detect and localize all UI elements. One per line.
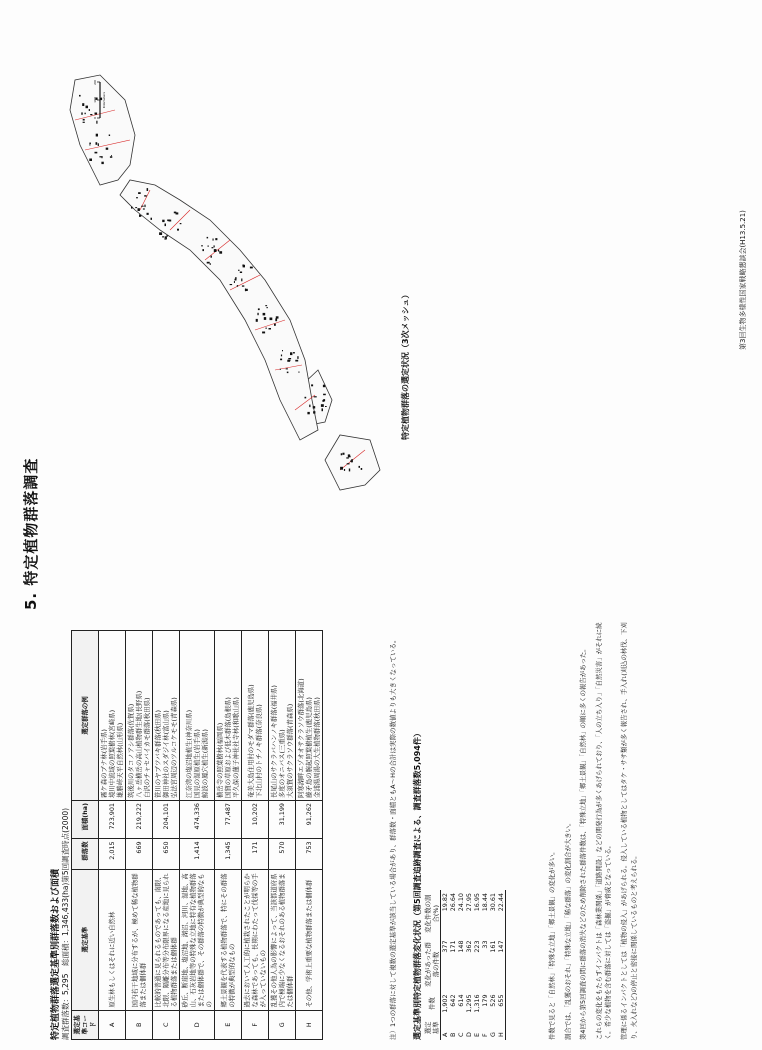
- community-mesh-dot: [323, 399, 325, 401]
- community-mesh-dot: [348, 454, 350, 457]
- community-mesh-dot: [235, 277, 237, 279]
- community-mesh-dot: [106, 148, 109, 150]
- community-mesh-dot: [89, 143, 91, 144]
- changed-count: 33: [481, 940, 489, 949]
- survey-count: 179: [481, 994, 489, 1007]
- community-mesh-dot: [267, 307, 268, 308]
- criterion-code: E: [473, 1032, 481, 1037]
- example-communities: [153, 631, 180, 801]
- table-row: [99, 631, 126, 1040]
- example-item: 八ヶ岳横岳の高山植物群生地(長野県): [135, 690, 143, 798]
- change-ratio: 26.64: [449, 893, 457, 912]
- criterion-text: 砂丘、断崖地、塩沼地、湖沼、河川、湿地、高山、石灰岩地等の特殊な立地に特有な植物群落または個体群で、その群落の特徴が典型的なもの: [180, 869, 215, 1010]
- community-mesh-dot: [280, 369, 281, 370]
- criterion-text: 過去において人工的に植栽されたことが明らかな森林であっても、長期にわたって伐採等の手が入っていないもの: [242, 869, 269, 1010]
- table1-subtitle: 調査群落数：5,295 総面積：1,346,433(ha)第5回調査時点(2000): [61, 807, 70, 1040]
- community-mesh-dot: [140, 215, 141, 217]
- community-mesh-dot: [314, 396, 317, 397]
- change-ratio: 30.61: [489, 893, 497, 912]
- community-mesh-dot: [101, 162, 103, 164]
- community-mesh-dot: [96, 134, 98, 137]
- changed-count: 362: [465, 940, 473, 953]
- community-mesh-dot: [286, 368, 288, 369]
- community-mesh-dot: [174, 212, 177, 214]
- community-mesh-dot: [83, 119, 85, 121]
- community-mesh-dot: [89, 159, 92, 162]
- community-mesh-dot: [144, 195, 147, 196]
- community-mesh-dot: [293, 352, 295, 354]
- community-mesh-dot: [264, 317, 266, 320]
- scale-label: 0: [93, 117, 97, 119]
- map-scale-bar: [90, 80, 110, 120]
- changed-count: 171: [449, 940, 457, 953]
- community-mesh-dot: [110, 156, 112, 158]
- table-row: [449, 890, 457, 1040]
- community-mesh-dot: [98, 143, 99, 146]
- community-mesh-dot: [83, 122, 85, 123]
- community-mesh-dot: [321, 404, 324, 407]
- change-ratio: 22.44: [497, 890, 506, 937]
- community-mesh-dot: [139, 214, 140, 217]
- survey-count: 1,295: [465, 994, 473, 1013]
- example-communities: [215, 631, 242, 801]
- community-mesh-dot: [109, 135, 110, 137]
- community-mesh-dot: [305, 397, 307, 399]
- example-communities: [99, 631, 126, 801]
- community-mesh-dot: [210, 263, 211, 265]
- community-mesh-dot: [361, 468, 363, 470]
- note-line: これらの変化をもたらすインパクトは「森林業関係」「道路開設」などの開発行為が多くあげられており、「人の立ち入り」「自然災害」がそれに続く。希少な植物を含む群落に対しては「盗掘」が脅威となっている。: [594, 622, 613, 1040]
- community-mesh-dot: [349, 469, 350, 472]
- example-item: 境川中流域の照葉樹林(宮崎県): [108, 709, 116, 798]
- community-count: 570: [269, 839, 296, 869]
- community-mesh-dot: [138, 208, 140, 211]
- community-mesh-dot: [177, 229, 179, 231]
- community-count: 1,345: [215, 839, 242, 869]
- community-mesh-dot: [237, 285, 238, 287]
- criteria-table-header: [72, 631, 99, 1040]
- example-item: 霧ケ森のブナ林(岩手県): [100, 729, 108, 798]
- community-mesh-dot: [79, 95, 81, 97]
- community-mesh-dot: [322, 408, 324, 411]
- community-mesh-dot: [141, 206, 144, 207]
- community-mesh-dot: [298, 372, 299, 373]
- community-mesh-dot: [235, 279, 237, 281]
- map-caption: 特定植物群落の選定状況（3次メッシュ）: [401, 290, 410, 440]
- table-row: [457, 890, 465, 1040]
- survey-count: 614: [457, 994, 465, 1007]
- community-mesh-dot: [144, 205, 145, 208]
- changed-count: 148: [457, 940, 465, 953]
- community-mesh-dot: [138, 192, 141, 194]
- community-mesh-dot: [297, 356, 298, 359]
- community-count: 753: [296, 839, 323, 869]
- table-row: [269, 631, 296, 1040]
- community-mesh-dot: [180, 223, 182, 224]
- community-count: 650: [153, 839, 180, 869]
- community-mesh-dot: [202, 249, 204, 251]
- community-mesh-dot: [241, 279, 242, 282]
- community-mesh-dot: [147, 213, 149, 215]
- criterion-text: その他、学術上重要な植物群落または個体群: [296, 869, 323, 1010]
- section-title: 5. 特定植物群落調査: [22, 457, 40, 610]
- community-mesh-dot: [351, 460, 353, 462]
- note-line: 管理に係るインパクトとしては「植物の侵入」があげられる。侵入している植物としてはタケ・ササ類が多く報告され、手入れ(刈込の林伐、下刈り、火入れなど)の停止と密接に関係しているものと考えられる。: [620, 622, 638, 1040]
- criterion-code: H: [296, 1010, 323, 1039]
- community-mesh-dot: [263, 313, 266, 316]
- community-mesh-dot: [281, 355, 282, 357]
- table-row: [180, 631, 215, 1040]
- community-mesh-dot: [344, 469, 345, 471]
- change-table: [424, 890, 506, 1040]
- table-row: [296, 631, 323, 1040]
- community-mesh-dot: [265, 305, 267, 306]
- community-mesh-dot: [323, 394, 326, 396]
- header-count: 群落数: [72, 839, 99, 869]
- criterion-text: 郷土景観を代表する植物群落で、特にその群落の特徴が典型的なもの: [215, 869, 242, 1010]
- table1-title: 特定植物群落選定基準別群落数および面積: [51, 868, 61, 1040]
- example-item: 長尾山のサクラバハンノキ群落(福井県): [270, 685, 278, 798]
- community-mesh-dot: [256, 319, 258, 322]
- scale-unit: Kilometers: [102, 91, 106, 109]
- japan-distribution-map: [40, 60, 400, 530]
- header-area: 面積(ha): [72, 801, 99, 839]
- criterion-text: 乱獲その他人為の影響によって、当該都道府県内で極端に少なくなるおそれのある植物群落または個体群: [269, 869, 296, 1010]
- scale-label: 100: [93, 97, 97, 103]
- community-mesh-dot: [151, 218, 153, 220]
- community-mesh-dot: [245, 289, 248, 291]
- community-mesh-dot: [295, 360, 298, 362]
- community-mesh-dot: [266, 327, 267, 329]
- table-row: [497, 890, 506, 1040]
- criterion-text: 比較的普通に見られるものであっても、南限、北限、隔離分布等分布限界になる産地に見られる植物群落または個体群: [153, 869, 180, 1010]
- scale-label: 200: [93, 80, 97, 85]
- header-examples: 選定群落の例: [72, 631, 99, 801]
- community-mesh-dot: [242, 265, 244, 267]
- table-row: [465, 890, 473, 1040]
- community-mesh-dot: [169, 220, 172, 222]
- community-mesh-dot: [287, 360, 290, 362]
- analysis-notes: [548, 620, 645, 1040]
- survey-count: 1,902: [441, 994, 449, 1013]
- community-mesh-dot: [208, 246, 209, 247]
- community-mesh-dot: [359, 466, 361, 468]
- changed-count: 377: [441, 940, 449, 953]
- community-mesh-dot: [101, 156, 102, 158]
- example-communities: [296, 631, 323, 801]
- example-item: 大須賀のサクラソウ群落(青森県): [286, 703, 294, 798]
- header-count: 件数: [424, 991, 441, 1015]
- community-mesh-dot: [207, 262, 210, 264]
- community-mesh-dot: [111, 155, 112, 156]
- change-table-body: [441, 890, 506, 1040]
- example-communities: [269, 631, 296, 801]
- table-row: [215, 631, 242, 1040]
- community-mesh-dot: [242, 285, 244, 286]
- community-mesh-dot: [282, 350, 283, 351]
- community-mesh-dot: [96, 121, 97, 124]
- example-item: 横岳寺の照葉樹林(福岡県): [216, 722, 224, 798]
- community-mesh-dot: [201, 245, 203, 246]
- table-row: [242, 631, 269, 1040]
- criterion-code: F: [481, 1033, 489, 1037]
- community-mesh-dot: [346, 457, 349, 458]
- community-mesh-dot: [313, 411, 315, 413]
- example-item: 御田神社のスダジイ林(富山県): [162, 710, 170, 798]
- example-item: 笹川のヤブツバキ群落(秋田県): [154, 710, 162, 798]
- criterion-code: D: [465, 1032, 473, 1037]
- community-mesh-dot: [95, 152, 98, 154]
- community-mesh-dot: [213, 239, 214, 241]
- table-row: [441, 890, 450, 1040]
- community-mesh-dot: [258, 308, 260, 310]
- note-line: 件数で見ると「自然林」「特殊な立地」「郷土景観」の変化が多い。: [548, 848, 556, 1040]
- criterion-code: B: [126, 1010, 153, 1039]
- community-mesh-dot: [313, 406, 316, 408]
- community-count: 2,015: [99, 839, 126, 869]
- header-code: 選定基準コード: [72, 1010, 99, 1039]
- community-mesh-dot: [238, 270, 239, 271]
- island-shape: [120, 180, 318, 440]
- changed-count: 161: [489, 940, 497, 953]
- land-outline: [70, 75, 380, 490]
- community-mesh-dot: [89, 144, 90, 145]
- community-mesh-dot: [207, 237, 209, 239]
- community-area: 474,336: [180, 801, 215, 839]
- community-mesh-dot: [309, 405, 310, 408]
- community-area: 10,202: [242, 801, 269, 839]
- criterion-text: 国内若干地域に分布するが、極めて稀な植物群落または個体群: [126, 869, 153, 1010]
- note-line: 第4回から第5回調査の間に群落の消失などのため削除された群落件数は、「特殊立地」「郷土景観」「自然林」の順に多くの報告があった。: [579, 645, 588, 1040]
- criterion-code: F: [242, 1010, 269, 1039]
- criterion-code: D: [180, 1010, 215, 1039]
- change-ratio: 27.95: [465, 893, 473, 912]
- community-mesh-dot: [162, 236, 164, 237]
- table-row: [481, 890, 489, 1040]
- criterion-code: C: [153, 1010, 180, 1039]
- community-mesh-dot: [143, 208, 145, 209]
- community-mesh-dot: [343, 453, 345, 455]
- survey-count: 642: [449, 994, 457, 1007]
- example-communities: [242, 631, 269, 801]
- community-mesh-dot: [262, 332, 265, 334]
- changed-count: 147: [497, 937, 506, 991]
- community-mesh-dot: [164, 238, 166, 239]
- table-row: [126, 631, 153, 1040]
- community-mesh-dot: [269, 328, 272, 330]
- community-mesh-dot: [280, 359, 282, 361]
- criteria-table: [71, 630, 323, 1040]
- example-item: 奄美大島住用村のモダマ群落(鹿児島県): [247, 684, 255, 798]
- table2-title: 選定基準別特定植物群落変化状況（第5回調査追跡調査による、調査群落数5,094件）: [413, 729, 422, 1040]
- community-mesh-dot: [325, 406, 327, 407]
- criterion-code: B: [449, 1032, 457, 1037]
- example-item: 国賀の草原および低木群落(島根県): [224, 697, 232, 798]
- community-count: 1,414: [180, 839, 215, 869]
- community-mesh-dot: [323, 385, 325, 388]
- criterion-code: A: [441, 1032, 449, 1037]
- example-item: 多度のオニバス(三重県): [278, 729, 286, 798]
- community-mesh-dot: [136, 197, 138, 198]
- criterion-code: G: [489, 1032, 497, 1037]
- community-mesh-dot: [311, 384, 313, 386]
- example-item: 平久保の蓮子神社社寺林(和歌山県): [232, 697, 240, 798]
- community-mesh-dot: [211, 256, 212, 258]
- community-mesh-dot: [347, 463, 350, 464]
- change-ratio: 19.82: [441, 893, 449, 912]
- footer-source: 第3回生物多様性国家戦略懇談会(H13.5.21): [739, 210, 747, 350]
- example-item: 弘法宮周辺のツルコケモモ(青森県): [170, 697, 178, 798]
- survey-count: 1,316: [473, 994, 481, 1013]
- criterion-code: G: [269, 1010, 296, 1039]
- community-mesh-dot: [96, 142, 98, 145]
- header-ratio: 変化件数の割合(%): [424, 890, 441, 937]
- community-count: 669: [126, 839, 153, 869]
- community-mesh-dot: [340, 467, 343, 470]
- example-item: 金浦湯周湯の大生植物群落(秋田県): [313, 697, 321, 798]
- community-mesh-dot: [147, 188, 149, 191]
- community-mesh-dot: [165, 224, 167, 227]
- community-area: 723,901: [99, 801, 126, 839]
- community-mesh-dot: [85, 113, 86, 115]
- community-area: 219,222: [126, 801, 153, 839]
- community-mesh-dot: [341, 453, 343, 455]
- example-communities: [180, 631, 215, 801]
- community-count: 171: [242, 839, 269, 869]
- example-item: 藤矛島の腕起照葉樹植生(鹿児島県): [305, 697, 313, 798]
- community-mesh-dot: [257, 313, 258, 315]
- community-mesh-dot: [240, 272, 242, 274]
- community-mesh-dot: [287, 372, 289, 374]
- community-mesh-dot: [250, 267, 253, 269]
- change-ratio: 18.44: [481, 893, 489, 912]
- criterion-code: C: [457, 1032, 465, 1037]
- change-ratio: 24.10: [457, 893, 465, 912]
- community-mesh-dot: [166, 235, 168, 236]
- criterion-code: H: [497, 1016, 506, 1040]
- example-item: 雄勝峠天平自然林(山形県): [116, 722, 124, 798]
- community-area: 77,487: [215, 801, 242, 839]
- community-mesh-dot: [276, 316, 279, 318]
- table1-note: 注）1つの群落に対して複数の選定基準が該当している場合があり、群落数・面積ともA〜Hの合計は実際の数値よりも大きくなっている。: [389, 636, 397, 1040]
- criterion-code: E: [215, 1010, 242, 1039]
- community-mesh-dot: [234, 281, 235, 283]
- change-ratio: 16.95: [473, 893, 481, 912]
- table-row: [489, 890, 497, 1040]
- community-mesh-dot: [218, 250, 219, 252]
- example-item: 下北山村のトチノキ群落(奈良県): [255, 704, 263, 798]
- community-mesh-dot: [270, 318, 273, 321]
- community-mesh-dot: [81, 112, 82, 114]
- community-mesh-dot: [214, 249, 217, 252]
- community-area: 31,199: [269, 801, 296, 839]
- example-item: 江奈湾の塩沼地植生(神奈川県): [185, 709, 193, 798]
- community-mesh-dot: [214, 245, 215, 247]
- survey-count: 526: [489, 994, 497, 1007]
- note-line: 割合では、「乱獲のおそれ」「特殊な立地」「稀な群落」の変化割合が大きい。: [563, 819, 572, 1040]
- example-item: 白沢のチャセバイカモ群落(秋田県): [143, 697, 151, 798]
- community-area: 91,262: [296, 801, 323, 839]
- header-changed: 変化があった群落の件数: [424, 937, 441, 991]
- changed-count: 223: [473, 940, 481, 953]
- community-mesh-dot: [219, 251, 222, 254]
- table-row: [153, 631, 180, 1040]
- community-mesh-dot: [131, 207, 133, 209]
- community-mesh-dot: [288, 358, 291, 359]
- community-mesh-dot: [82, 103, 84, 106]
- table-row: [473, 890, 481, 1040]
- header-criterion: 選定基準: [424, 1016, 441, 1040]
- example-item: 阿寒湖畔エゾオオサクラソウ群落(北海道): [297, 678, 305, 798]
- example-item: 鯨波の鳳穴植生(新潟県): [201, 729, 209, 798]
- community-mesh-dot: [159, 232, 162, 235]
- community-mesh-dot: [135, 207, 137, 208]
- community-mesh-dot: [230, 284, 233, 285]
- community-mesh-dot: [307, 412, 309, 414]
- community-mesh-dot: [274, 324, 276, 326]
- example-item: 国見の湿原植生(岩手県): [193, 729, 201, 798]
- criterion-text: 原生林もしくはそれに近い自然林: [99, 869, 126, 1010]
- scale-bar-graphic: [90, 80, 110, 120]
- community-mesh-dot: [86, 106, 89, 109]
- survey-count: 655: [497, 991, 506, 1015]
- community-mesh-dot: [275, 318, 277, 321]
- header-criterion: 選定基準: [72, 869, 99, 1010]
- community-mesh-dot: [215, 238, 217, 240]
- change-table-header: [424, 890, 441, 1040]
- community-mesh-dot: [162, 220, 164, 222]
- community-mesh-dot: [99, 156, 101, 157]
- criteria-table-body: [99, 631, 323, 1040]
- island-shape: [325, 435, 380, 490]
- community-mesh-dot: [212, 247, 214, 248]
- example-item: 筑後川のタコノアシ群落(佐賀県): [127, 703, 135, 798]
- criterion-code: A: [99, 1010, 126, 1039]
- community-area: 204,101: [153, 801, 180, 839]
- example-communities: [126, 631, 153, 801]
- community-mesh-dot: [290, 352, 292, 355]
